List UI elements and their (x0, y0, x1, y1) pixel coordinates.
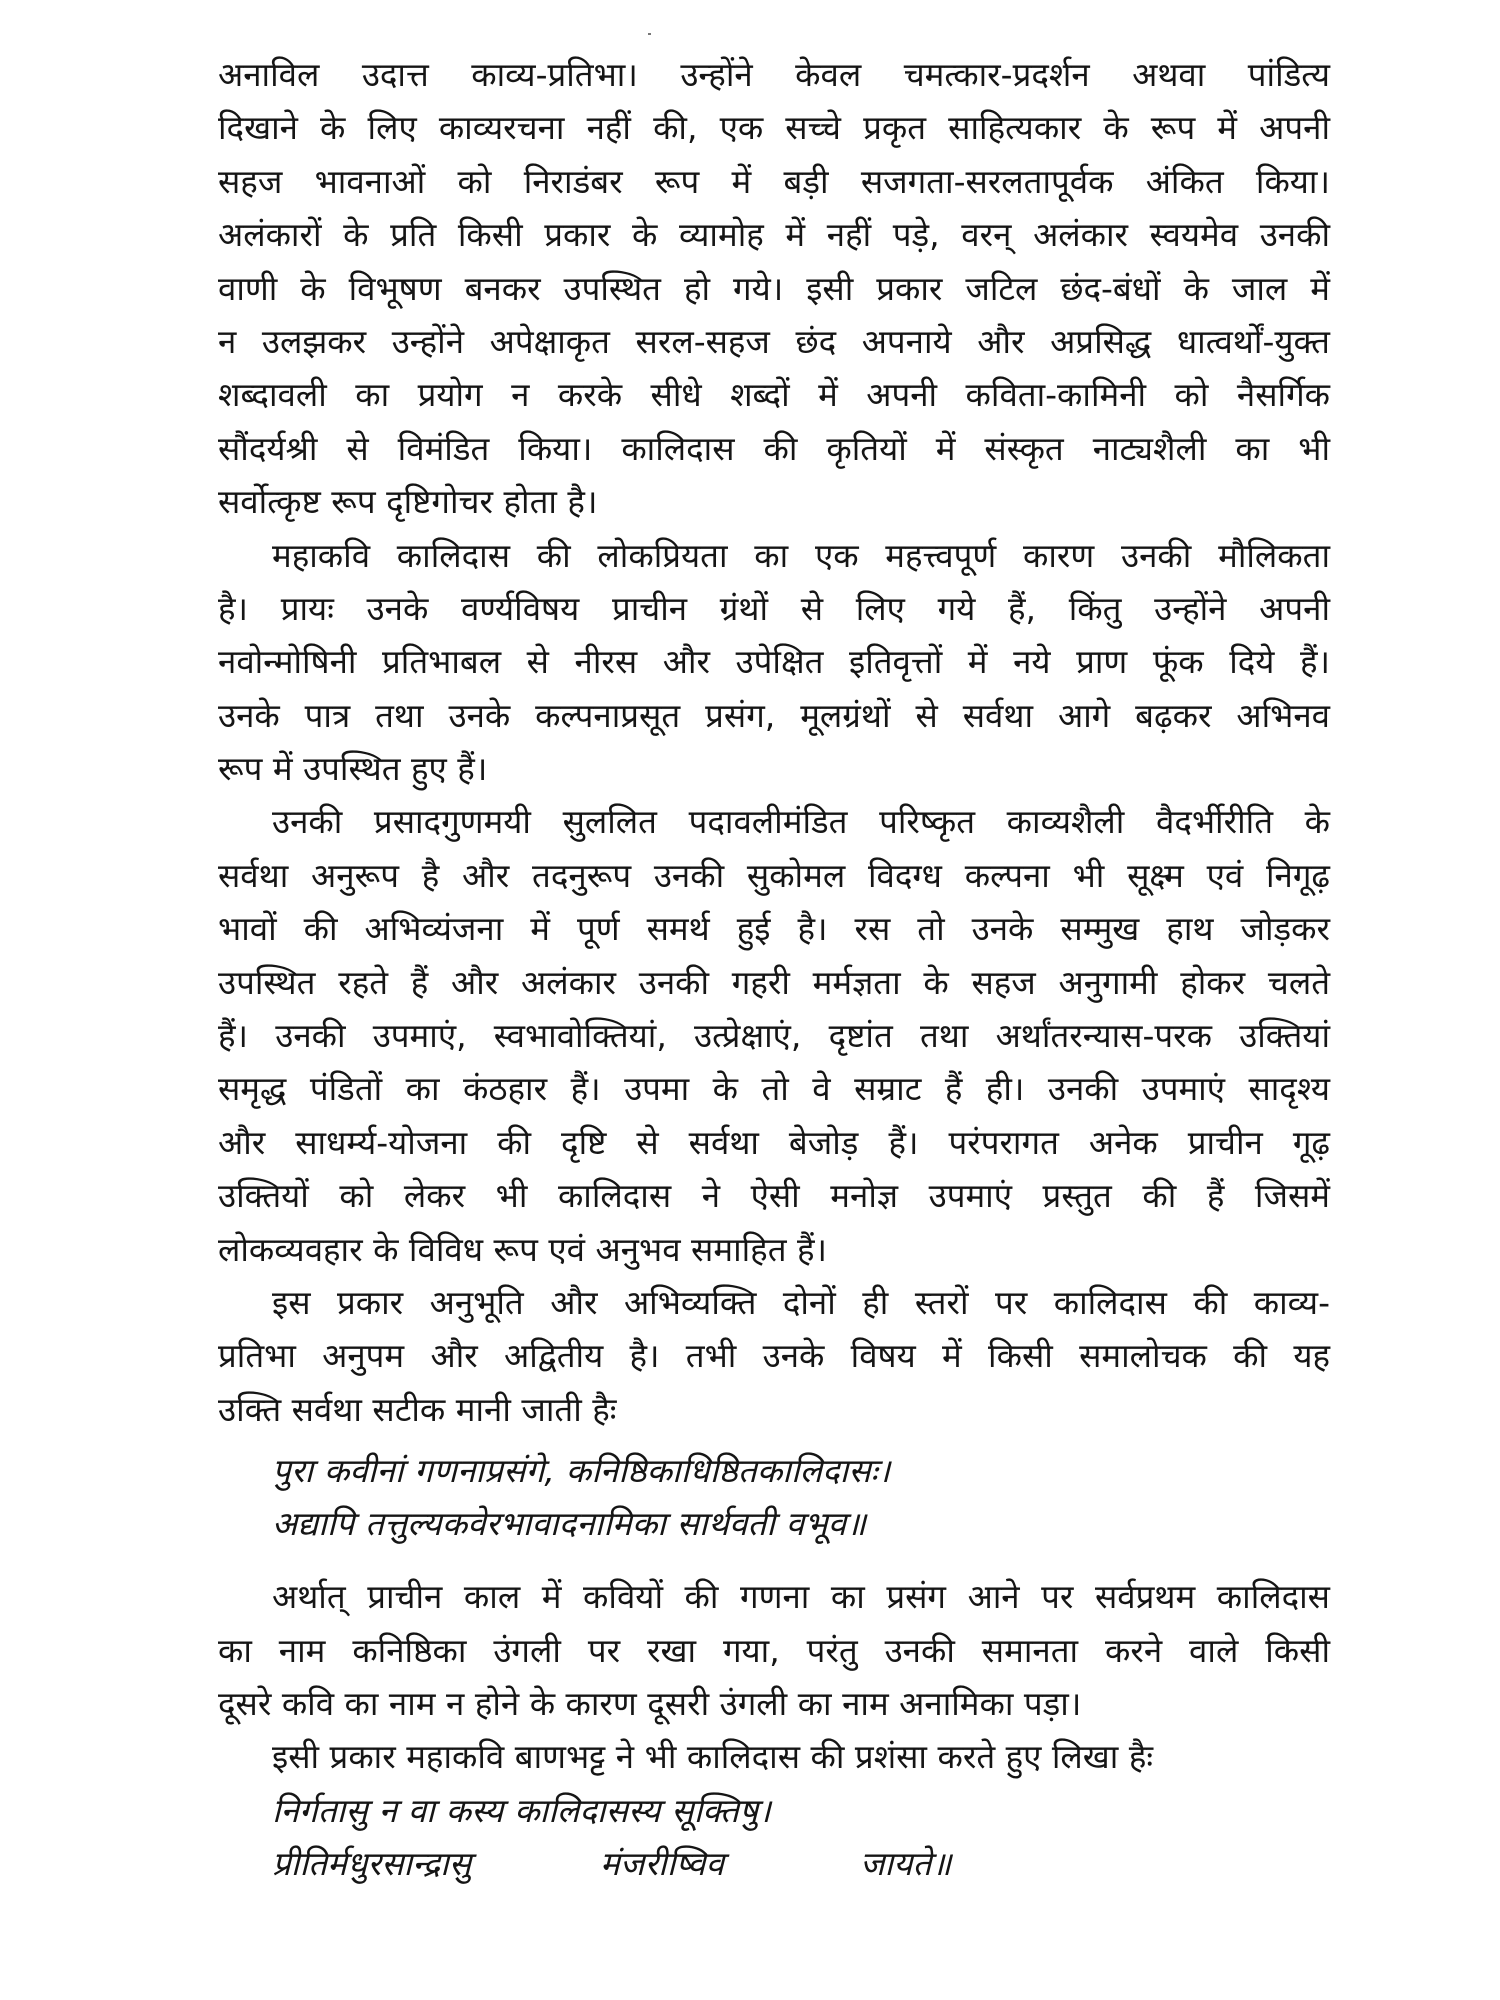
paragraph-line: वाणी के विभूषण बनकर उपस्थित हो गये। इसी प्रकार जटिल छंद-बंधों के जाल में (218, 268, 1330, 308)
paragraph-line: का नाम कनिष्ठिका उंगली पर रखा गया, परंतु उनकी समानता करने वाले किसी (218, 1630, 1330, 1670)
paragraph-line: इसी प्रकार महाकवि बाणभट्ट ने भी कालिदास की प्रशंसा करते हुए लिखा हैः (272, 1737, 1154, 1777)
paragraph-3 (218, 802, 1330, 1270)
paragraph-line: अलंकारों के प्रति किसी प्रकार के व्यामोह में नहीं पड़े, वरन् अलंकार स्वयमेव उनकी (218, 215, 1330, 255)
verse-word: जायते॥ (860, 1844, 952, 1884)
paragraph-line: दूसरे कवि का नाम न होने के कारण दूसरी उंगली का नाम अनामिका पड़ा। (218, 1683, 1082, 1723)
paragraph-line: न उलझकर उन्होंने अपेक्षाकृत सरल-सहज छंद अपनाये और अप्रसिद्ध धात्वर्थों-युक्त (218, 321, 1330, 361)
verse-line: पुरा कवीनां गणनाप्रसंगे, कनिष्ठिकाधिष्ठितकालिदासः। (272, 1450, 891, 1490)
paragraph-line: रूप में उपस्थित हुए हैं। (218, 749, 488, 789)
paragraph-6 (218, 1737, 1330, 1778)
verse-line (218, 1844, 1330, 1885)
verse-word: प्रीतिर्मधुरसान्द्रासु (272, 1844, 472, 1884)
paragraph-line: उपस्थित रहते हैं और अलंकार उनकी गहरी मर्मज्ञता के सहज अनुगामी होकर चलते (218, 962, 1330, 1002)
paragraph-4 (218, 1283, 1330, 1431)
verse-line: निर्गतासु न वा कस्य कालिदासस्य सूक्तिषु। (272, 1790, 771, 1830)
paragraph-line: उक्तियों को लेकर भी कालिदास ने ऐसी मनोज्ञ उपमाएं प्रस्तुत की हैं जिसमें (218, 1176, 1330, 1216)
paragraph-5 (218, 1577, 1330, 1725)
page-text (218, 55, 1330, 1898)
paragraph-line: उनके पात्र तथा उनके कल्पनाप्रसूत प्रसंग, मूलग्रंथों से सर्वथा आगे बढ़कर अभिनव (218, 695, 1330, 735)
paragraph-line: शब्दावली का प्रयोग न करके सीधे शब्दों में अपनी कविता-कामिनी को नैसर्गिक (218, 375, 1330, 415)
paragraph-line: नवोन्मोषिनी प्रतिभाबल से नीरस और उपेक्षित इतिवृत्तों में नये प्राण फूंक दिये हैं। (218, 642, 1330, 682)
scan-mark (648, 33, 651, 35)
paragraph-line: सौंदर्यश्री से विमंडित किया। कालिदास की कृतियों में संस्कृत नाट्यशैली का भी (218, 428, 1330, 468)
paragraph-line: उनकी प्रसादगुणमयी सुललित पदावलीमंडित परिष्कृत काव्यशैली वैदर्भीरीति के (272, 802, 1330, 842)
verse-2 (218, 1791, 1330, 1885)
paragraph-line: सहज भावनाओं को निराडंबर रूप में बड़ी सजगता-सरलतापूर्वक अंकित किया। (218, 161, 1330, 201)
paragraph-line: भावों की अभिव्यंजना में पूर्ण समर्थ हुई है। रस तो उनके सम्मुख हाथ जोड़कर (218, 909, 1330, 949)
paragraph-line: समृद्ध पंडितों का कंठहार हैं। उपमा के तो वे सम्राट हैं ही। उनकी उपमाएं सादृश्य (218, 1069, 1330, 1109)
verse-word: मंजरीष्विव (600, 1844, 725, 1884)
paragraph-2 (218, 536, 1330, 791)
paragraph-line: उक्ति सर्वथा सटीक मानी जाती हैः (218, 1389, 617, 1429)
paragraph-line: प्रतिभा अनुपम और अद्वितीय है। तभी उनके विषय में किसी समालोचक की यह (218, 1336, 1330, 1376)
paragraph-line: अर्थात् प्राचीन काल में कवियों की गणना का प्रसंग आने पर सर्वप्रथम कालिदास (272, 1577, 1330, 1617)
paragraph-line: अनाविल उदात्त काव्य-प्रतिभा। उन्होंने केवल चमत्कार-प्रदर्शन अथवा पांडित्य (218, 55, 1330, 94)
paragraph-1 (218, 55, 1330, 523)
paragraph-line: महाकवि कालिदास की लोकप्रियता का एक महत्त्वपूर्ण कारण उनकी मौलिकता (272, 535, 1330, 575)
paragraph-line: सर्वोत्कृष्ट रूप दृष्टिगोचर होता है। (218, 482, 598, 522)
paragraph-line: और साधर्म्य-योजना की दृष्टि से सर्वथा बेजोड़ हैं। परंपरागत अनेक प्राचीन गूढ़ (218, 1122, 1330, 1162)
paragraph-line: हैं। उनकी उपमाएं, स्वभावोक्तियां, उत्प्रेक्षाएं, दृष्टांत तथा अर्थांतरन्यास-परक उक्तियां (218, 1016, 1330, 1056)
paragraph-line: लोकव्यवहार के विविध रूप एवं अनुभव समाहित हैं। (218, 1229, 828, 1269)
paragraph-line: है। प्रायः उनके वर्ण्यविषय प्राचीन ग्रंथों से लिए गये हैं, किंतु उन्होंने अपनी (218, 588, 1330, 628)
paragraph-line: दिखाने के लिए काव्यरचना नहीं की, एक सच्चे प्रकृत साहित्यकार के रूप में अपनी (218, 108, 1330, 148)
paragraph-line: इस प्रकार अनुभूति और अभिव्यक्ति दोनों ही स्तरों पर कालिदास की काव्य- (272, 1282, 1330, 1322)
paragraph-line: सर्वथा अनुरूप है और तदनुरूप उनकी सुकोमल विदग्ध कल्पना भी सूक्ष्म एवं निगूढ़ (218, 855, 1330, 895)
verse-1 (218, 1451, 1330, 1545)
verse-line: अद्यापि तत्तुल्यकवेरभावादनामिका सार्थवती वभूव॥ (272, 1504, 867, 1544)
